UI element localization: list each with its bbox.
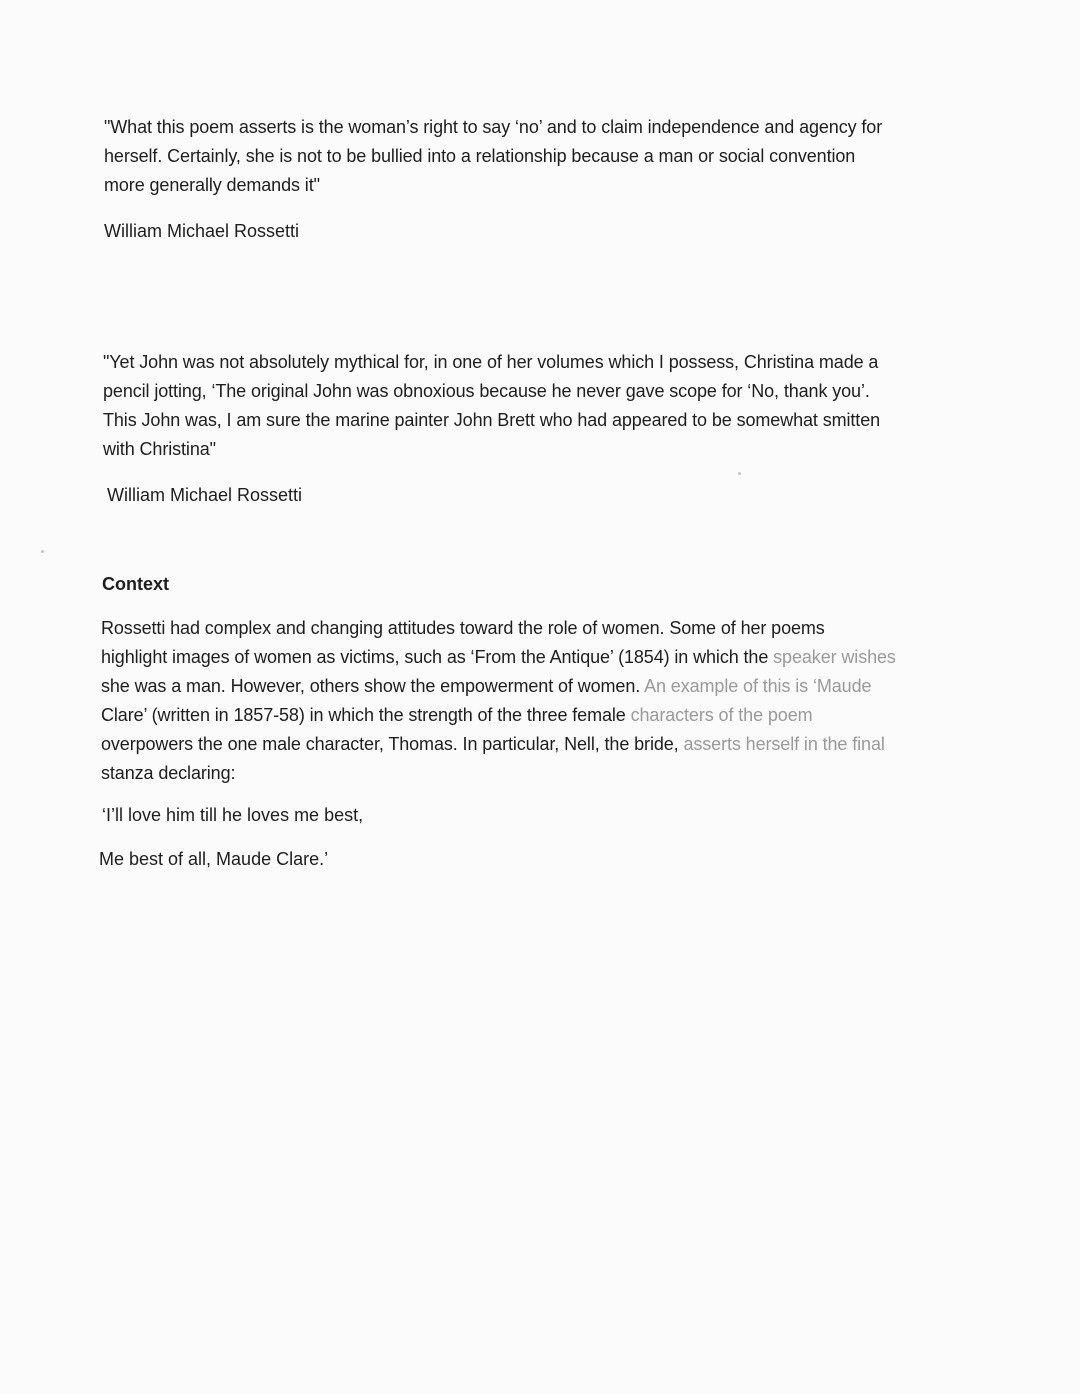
- quote-2-line: with Christina": [103, 439, 216, 459]
- context-heading: Context: [102, 574, 169, 594]
- quote-1-line: more generally demands it": [104, 175, 320, 195]
- quote-2-line: This John was, I am sure the marine painter John Brett who had appeared to be somewhat smitten: [103, 410, 881, 430]
- quote-1-attribution: William Michael Rossetti: [104, 221, 300, 241]
- context-line: [101, 643, 991, 672]
- context-line: [101, 614, 991, 643]
- context-line-text: Rossetti had complex and changing attitudes toward the role of women. Some of her poems: [101, 618, 825, 638]
- verse-line: Me best of all, Maude Clare.’: [99, 849, 329, 869]
- context-paragraph: [101, 614, 991, 788]
- quote-1-line: herself. Certainly, she is not to be bullied into a relationship because a man or social convention: [104, 146, 856, 166]
- context-line-text: Clare’ (written in 1857-58) in which the strength of the three female: [101, 705, 631, 725]
- context-line-faint-text: speaker wishes: [773, 647, 896, 667]
- context-line-faint-text: An example of this is ‘Maude: [644, 676, 872, 696]
- quote-2-line: "Yet John was not absolutely mythical for, in one of her volumes which I possess, Christina made a: [103, 352, 879, 372]
- context-line: [101, 672, 991, 701]
- quote-2-line: pencil jotting, ‘The original John was obnoxious because he never gave scope for ‘No, thank you’.: [103, 381, 870, 401]
- context-line-faint-text: asserts herself in the final: [683, 734, 885, 754]
- context-line-text: she was a man. However, others show the empowerment of women.: [101, 676, 645, 696]
- context-line-faint-text: characters of the poem: [630, 705, 813, 725]
- quote-2: [103, 348, 993, 464]
- context-line-text: overpowers the one male character, Thomas. In particular, Nell, the bride,: [101, 734, 684, 754]
- quote-1-line: "What this poem asserts is the woman’s right to say ‘no’ and to claim independence and agency for: [104, 117, 883, 137]
- context-line: [101, 701, 991, 730]
- quote-1: [104, 113, 994, 200]
- verse-line: ‘I’ll love him till he loves me best,: [102, 805, 364, 825]
- context-line: [101, 730, 991, 759]
- scan-speck: [738, 472, 741, 475]
- context-line-text: stanza declaring:: [101, 763, 236, 783]
- scan-speck: [41, 550, 44, 553]
- context-line-text: highlight images of women as victims, such as ‘From the Antique’ (1854) in which the: [101, 647, 774, 667]
- context-line: [101, 759, 991, 788]
- quote-2-attribution: William Michael Rossetti: [107, 485, 303, 505]
